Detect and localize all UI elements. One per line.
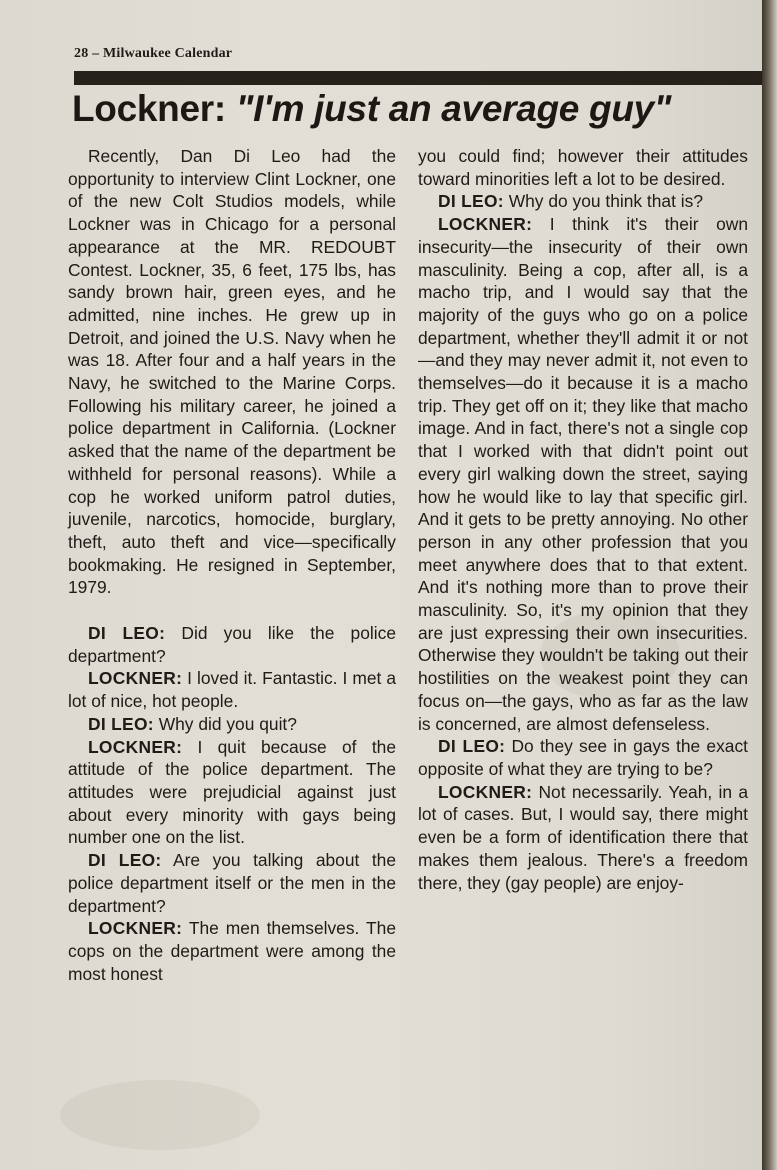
speaker-label: LOCKNER:: [88, 736, 183, 757]
speaker-label: DI LEO:: [438, 736, 506, 757]
speaker-label: DI LEO:: [438, 191, 504, 212]
paragraph-text: I loved it. Fantastic. I met a lot of nice, hot people.: [68, 668, 396, 712]
continued-paragraph: [418, 145, 748, 190]
article-headline: [72, 82, 671, 136]
qa-paragraph: [68, 849, 396, 917]
page-folio: 28 – Milwaukee Calendar: [74, 46, 233, 61]
qa-paragraph: [418, 213, 748, 735]
paragraph-text: Do they see in gays the exact opposite of what they are trying to be?: [418, 736, 748, 779]
qa-paragraph: [68, 622, 396, 667]
paper-smudge: [60, 1080, 260, 1150]
qa-paragraph: [68, 713, 396, 736]
headline-name: Lockner:: [72, 88, 236, 129]
paragraph-text: Why did you quit?: [153, 713, 297, 734]
qa-paragraph: [418, 190, 748, 213]
paragraph-text: Recently, Dan Di Leo had the opportunity to interview Clint Lockner, one of the new Colt Studios models, while Lockner was in Chicago for a personal appearance at the MR. REDOUBT Contest. Lockner, 35, 6 feet, 175 lbs, has sandy brown hair, green eyes, and he admitted, nine inches. He grew up in Detroit, and joined the U.S. Navy when he was 18. After four and a half years in the Navy, he switched to the Marine Corps. Following his military career, he joined a police department in California. (Lockner asked that the name of the department be withheld for personal reasons). While a cop he worked uniform patrol duties, juvenile, narcotics, homocide, burglary, theft, auto theft and vice—specifically bookmaking. He resigned in September, 1979.: [68, 146, 396, 598]
headline-quote: "I'm just an average guy": [235, 88, 672, 129]
qa-paragraph: [418, 735, 748, 780]
qa-paragraph: [68, 736, 396, 850]
qa-paragraph: [68, 917, 396, 985]
speaker-label: DI LEO:: [88, 623, 166, 644]
speaker-label: LOCKNER:: [438, 781, 533, 802]
qa-paragraph: [418, 781, 748, 895]
paragraph-text: Not necessarily. Yeah, in a lot of cases. But, I would say, there might even be a form of identification there that makes them jealous. There's a freedom there, they (gay people) are enjoy-: [418, 781, 748, 893]
paragraph-text: I quit because of the attitude of the police department. The attitudes were prejudicial against just about every minority with gays being number one on the list.: [68, 736, 396, 848]
paragraph-gap: [68, 599, 396, 622]
qa-paragraph: [68, 667, 396, 712]
paragraph-text: Are you talking about the police department itself or the men in the department?: [68, 850, 396, 916]
paragraph-text: I think it's their own insecurity—the insecurity of their own masculinity. Being a cop, after all, is a macho trip, and I would say that the majority of the guys who go on a police department, whether they'll admit it or not—and they may never admit it, not even to themselves—do it because it is a macho trip. They get off on it; they like that macho image. And in fact, there's not a single cop that I worked with that didn't point out every girl walking down the street, saying how he would like to lay that specific girl. And it gets to be pretty annoying. No other person in any other profession that you meet anywhere does that to that extent. And it's nothing more than to prove their masculinity. So, it's my opinion that they are just expressing their own insecurities. Otherwise they wouldn't be taking out their hostilities on the weakest point they can focus on—the gays, who as far as the law is concerned, are almost defenseless.: [418, 214, 748, 734]
intro-paragraph: [68, 145, 396, 599]
article-column-left: [68, 145, 396, 985]
speaker-label: LOCKNER:: [88, 668, 183, 689]
paragraph-text: Did you like the police department?: [68, 623, 396, 666]
speaker-label: LOCKNER:: [88, 918, 183, 939]
paragraph-text: The men themselves. The cops on the department were among the most honest: [68, 918, 396, 984]
paragraph-text: Why do you think that is?: [503, 191, 704, 212]
page-edge-shadow: [762, 0, 777, 1170]
speaker-label: LOCKNER:: [438, 214, 533, 235]
speaker-label: DI LEO:: [88, 850, 162, 871]
article-column-right: [418, 145, 748, 894]
speaker-label: DI LEO:: [88, 713, 154, 734]
paragraph-text: you could find; however their attitudes toward minorities left a lot to be desired.: [418, 146, 748, 189]
